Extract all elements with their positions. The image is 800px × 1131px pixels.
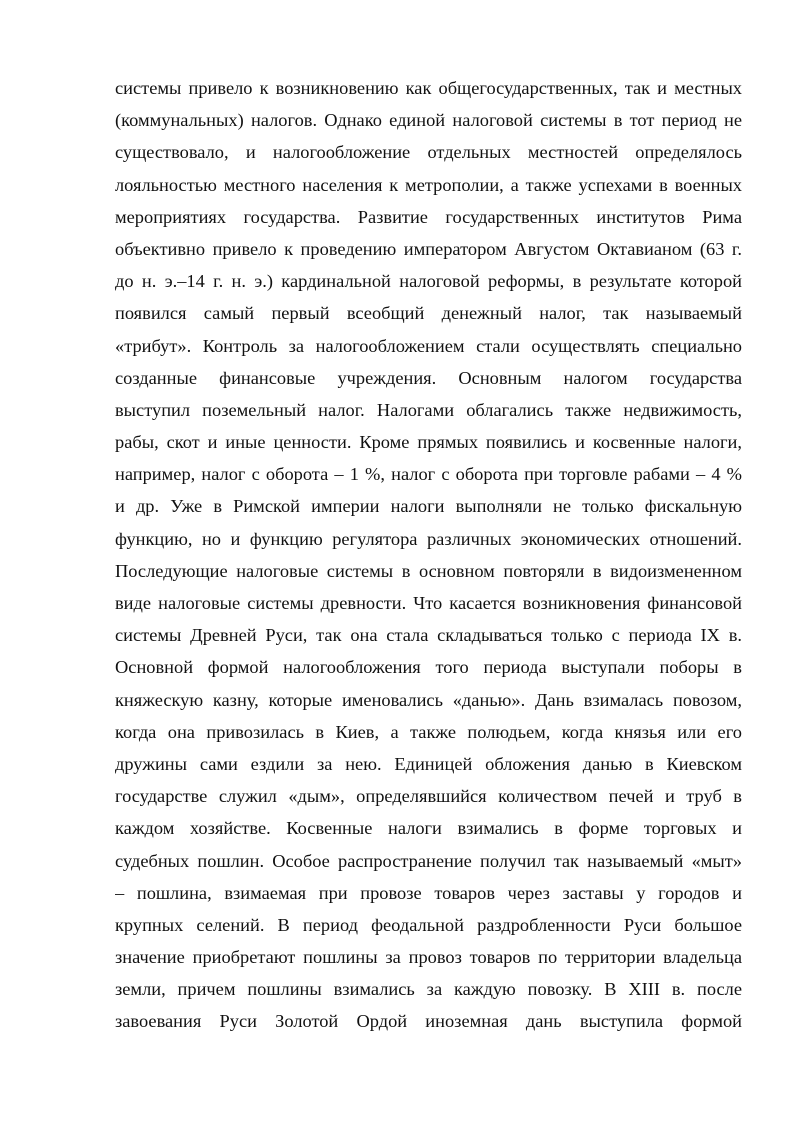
text-line: виде налоговые системы древности. Что касается возникновения финансовой <box>115 593 742 613</box>
text-line: княжескую казну, которые именовались «данью». Дань взималась повозом, <box>115 689 742 710</box>
text-line: существовало, и налогообложение отдельных местностей определялось <box>115 142 742 163</box>
text-line: «трибут». Контроль за налогообложением стали осуществлять специально <box>115 335 742 356</box>
text-line: земли, причем пошлины взимались за каждую повозку. В XIII в. после <box>115 979 742 1000</box>
text-line: например, налог с оборота – 1 %, налог с оборота при торговле рабами – 4 % <box>115 464 742 485</box>
text-line: значение приобретают пошлины за провоз товаров по территории владельца <box>115 947 742 968</box>
text-line: созданные финансовые учреждения. Основным налогом государства <box>115 367 742 388</box>
text-line: и др. Уже в Римской империи налоги выполняли не только фискальную <box>115 496 742 517</box>
text-line: функцию, но и функцию регулятора различных экономических отношений. <box>115 528 742 549</box>
text-line: когда она привозилась в Киев, а также полюдьем, когда князья или его <box>115 721 742 742</box>
text-line: дружины сами ездили за нею. Единицей обложения данью в Киевском <box>115 753 742 774</box>
text-line: появился самый первый всеобщий денежный налог, так называемый <box>115 303 742 324</box>
text-line: рабы, скот и иные ценности. Кроме прямых появились и косвенные налоги, <box>115 432 742 453</box>
text-line: системы Древней Руси, так она стала складываться только с периода IX в. <box>115 625 742 646</box>
text-line: лояльностью местного населения к метрополии, а также успехами в военных <box>115 174 742 195</box>
text-line: каждом хозяйстве. Косвенные налоги взимались в форме торговых и <box>115 818 742 839</box>
text-line: крупных селений. В период феодальной раздробленности Руси большое <box>115 914 742 935</box>
text-line: объективно привело к проведению императором Августом Октавианом (63 г. <box>115 238 742 259</box>
text-line: системы привело к возникновению как общегосударственных, так и местных <box>115 78 742 98</box>
text-line: государстве служил «дым», определявшийся количеством печей и труб в <box>115 786 742 807</box>
text-line: (коммунальных) налогов. Однако единой налоговой системы в тот период не <box>115 110 742 131</box>
text-line: мероприятиях государства. Развитие государственных институтов Рима <box>115 206 742 227</box>
text-line: Основной формой налогообложения того периода выступали поборы в <box>115 657 742 678</box>
text-line: выступил поземельный налог. Налогами облагались также недвижимость, <box>115 399 742 420</box>
text-line: до н. э.–14 г. н. э.) кардинальной налоговой реформы, в результате которой <box>115 271 742 292</box>
text-line: Последующие налоговые системы в основном повторяли в видоизмененном <box>115 560 742 581</box>
body-text <box>115 72 742 1038</box>
text-line: завоевания Руси Золотой Ордой иноземная дань выступила формой <box>115 1011 742 1032</box>
text-line: судебных пошлин. Особое распространение получил так называемый «мыт» <box>115 850 742 871</box>
text-line: – пошлина, взимаемая при провозе товаров через заставы у городов и <box>115 882 742 903</box>
